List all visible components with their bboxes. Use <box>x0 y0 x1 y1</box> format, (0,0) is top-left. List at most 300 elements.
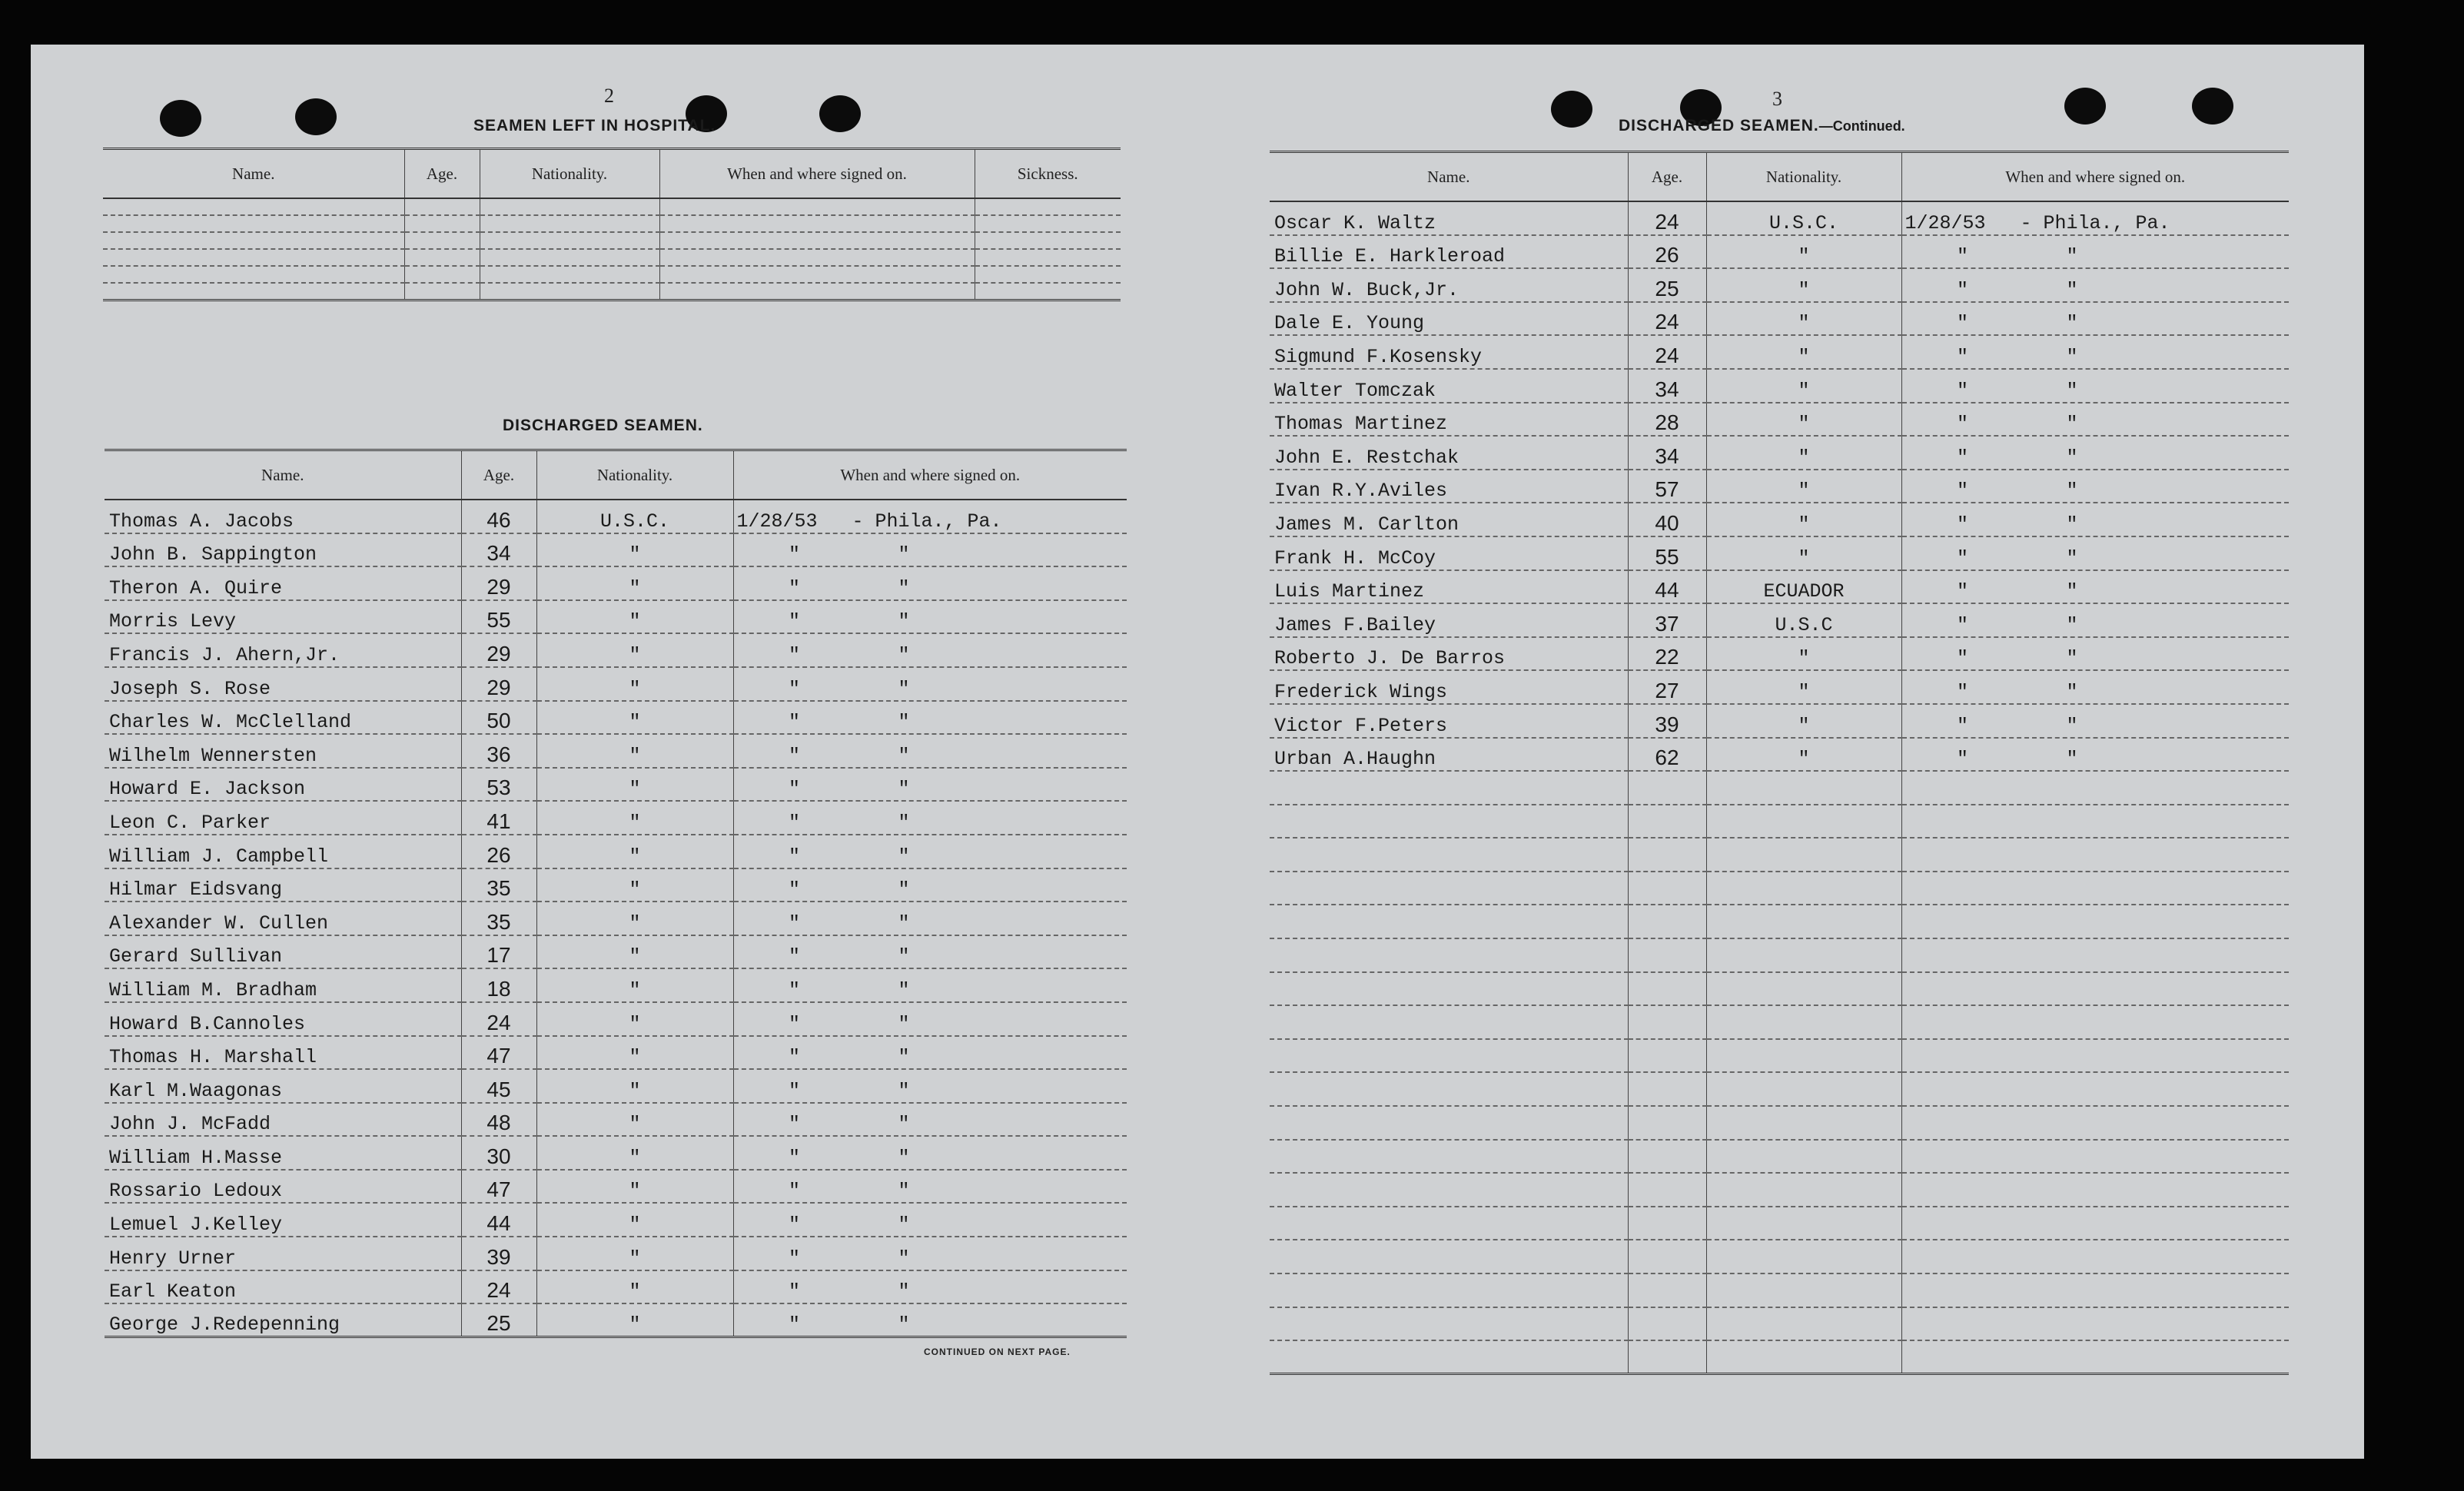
seaman-name: Howard B.Cannoles <box>105 1002 461 1036</box>
table-row <box>105 1170 1127 1204</box>
signed-on-cell <box>733 801 1127 835</box>
blank-row <box>103 198 1121 215</box>
signed-on-place: " <box>898 1113 910 1136</box>
seaman-nationality: U.S.C. <box>1706 201 1901 235</box>
table-row <box>105 768 1127 802</box>
signed-on-cell <box>1901 704 2289 738</box>
signed-on-cell <box>1901 570 2289 604</box>
blank-cell <box>1628 1140 1706 1174</box>
seaman-age: 47 <box>461 1170 536 1204</box>
column-header-signed-on: When and where signed on. <box>659 149 975 199</box>
discharged-section-title: DISCHARGED SEAMEN. <box>503 417 703 434</box>
signed-on-date: " <box>788 912 800 935</box>
signed-on-place: " <box>898 1313 910 1337</box>
continued-suffix: —Continued. <box>1818 118 1905 134</box>
blank-cell <box>659 215 975 232</box>
blank-cell <box>480 215 659 232</box>
signed-on-place: " <box>2066 312 2078 335</box>
seaman-nationality: " <box>536 868 733 902</box>
signed-on-date: " <box>788 1079 800 1102</box>
seaman-age: 36 <box>461 734 536 768</box>
seaman-age: 40 <box>1628 503 1706 536</box>
seaman-nationality: " <box>1706 235 1901 269</box>
seaman-age: 39 <box>461 1237 536 1270</box>
continued-note: CONTINUED ON NEXT PAGE. <box>924 1347 1071 1357</box>
seaman-nationality: " <box>1706 470 1901 503</box>
table-row <box>1270 603 2289 637</box>
table-row <box>1270 201 2289 235</box>
signed-on-place: " <box>898 1079 910 1102</box>
column-header-signed-on: When and where signed on. <box>733 450 1127 500</box>
table-row <box>1270 369 2289 403</box>
signed-on-date: " <box>1956 714 1968 737</box>
discharged-table <box>105 449 1127 1338</box>
blank-cell <box>103 266 404 283</box>
seaman-nationality: U.S.C. <box>536 500 733 533</box>
signed-on-date: " <box>788 1146 800 1169</box>
signed-on-place: " <box>898 1180 910 1203</box>
signed-on-date: " <box>1956 480 1968 503</box>
signed-on-place: " <box>2066 413 2078 436</box>
seaman-age: 57 <box>1628 470 1706 503</box>
signed-on-place: " <box>2066 513 2078 536</box>
blank-cell <box>1901 1140 2289 1174</box>
signed-on-place: " <box>898 1280 910 1303</box>
table-row <box>105 868 1127 902</box>
signed-on-place: " <box>898 978 910 1001</box>
blank-cell <box>1901 1039 2289 1073</box>
table-row <box>105 633 1127 667</box>
seaman-nationality: " <box>1706 403 1901 437</box>
signed-on-date: " <box>788 945 800 968</box>
blank-cell <box>659 249 975 266</box>
seaman-nationality: U.S.C <box>1706 603 1901 637</box>
signed-on-date: " <box>788 878 800 902</box>
blank-cell <box>1628 1106 1706 1140</box>
blank-cell <box>404 215 480 232</box>
table-row <box>105 734 1127 768</box>
blank-row <box>1270 1340 2289 1374</box>
blank-cell <box>1628 1207 1706 1240</box>
seaman-nationality: " <box>536 1303 733 1337</box>
signed-on-date: " <box>788 744 800 767</box>
signed-on-cell <box>733 1170 1127 1204</box>
seaman-name: Joseph S. Rose <box>105 667 461 701</box>
blank-row <box>103 266 1121 283</box>
blank-row <box>1270 1072 2289 1106</box>
blank-cell <box>1270 1307 1628 1341</box>
blank-cell <box>1901 1240 2289 1273</box>
signed-on-place: " <box>2066 714 2078 737</box>
signed-on-date: 1/28/53 <box>1904 211 1986 234</box>
table-row <box>105 500 1127 533</box>
seaman-nationality: " <box>1706 369 1901 403</box>
seaman-age: 24 <box>461 1002 536 1036</box>
table-row <box>1270 536 2289 570</box>
column-header-age: Age. <box>1628 152 1706 202</box>
seaman-nationality: " <box>536 902 733 935</box>
seaman-name: Luis Martinez <box>1270 570 1628 604</box>
blank-cell <box>1901 1173 2289 1207</box>
table-row <box>105 1203 1127 1237</box>
signed-on-place: " <box>898 643 910 666</box>
blank-row <box>103 232 1121 249</box>
signed-on-place: " <box>898 845 910 868</box>
blank-cell <box>1706 1340 1901 1374</box>
signed-on-cell <box>733 968 1127 1002</box>
table-row <box>1270 670 2289 704</box>
blank-cell <box>659 198 975 215</box>
blank-cell <box>1706 1207 1901 1240</box>
seaman-age: 24 <box>461 1270 536 1304</box>
seaman-nationality: " <box>536 1237 733 1270</box>
signed-on-date: " <box>788 711 800 734</box>
blank-row <box>1270 1273 2289 1307</box>
blank-cell <box>1901 838 2289 872</box>
seaman-age: 37 <box>1628 603 1706 637</box>
table-row <box>1270 570 2289 604</box>
table-row <box>1270 268 2289 302</box>
signed-on-date: " <box>788 610 800 633</box>
seaman-age: 47 <box>461 1036 536 1070</box>
column-header-name: Name. <box>1270 152 1628 202</box>
seaman-nationality: " <box>536 667 733 701</box>
blank-cell <box>1628 1039 1706 1073</box>
table-row <box>105 1069 1127 1103</box>
blank-cell <box>1706 972 1901 1006</box>
blank-cell <box>1628 1340 1706 1374</box>
seaman-name: James M. Carlton <box>1270 503 1628 536</box>
signed-on-place: " <box>2066 480 2078 503</box>
blank-cell <box>659 266 975 283</box>
table-row <box>105 566 1127 600</box>
blank-row <box>103 249 1121 266</box>
table-row <box>1270 503 2289 536</box>
blank-row <box>1270 938 2289 972</box>
seaman-name: Karl M.Waagonas <box>105 1069 461 1103</box>
blank-cell <box>1706 938 1901 972</box>
seaman-age: 55 <box>461 600 536 634</box>
signed-on-place: " <box>898 912 910 935</box>
signed-on-date: 1/28/53 <box>736 510 818 533</box>
page-number: 3 <box>1772 88 1782 110</box>
blank-cell <box>1901 1072 2289 1106</box>
signed-on-cell <box>1901 335 2289 369</box>
signed-on-place: " <box>898 811 910 834</box>
signed-on-place: " <box>2066 379 2078 402</box>
blank-row <box>1270 771 2289 805</box>
blank-cell <box>480 198 659 215</box>
seaman-age: 28 <box>1628 403 1706 437</box>
seaman-nationality: " <box>536 600 733 634</box>
table-row <box>105 1136 1127 1170</box>
signed-on-place: " <box>898 576 910 599</box>
seaman-nationality: " <box>536 701 733 735</box>
signed-on-date: " <box>788 677 800 700</box>
seaman-nationality: " <box>536 1136 733 1170</box>
signed-on-place: " <box>2066 647 2078 670</box>
seaman-age: 25 <box>461 1303 536 1337</box>
signed-on-place: " <box>2066 245 2078 268</box>
blank-cell <box>1270 1173 1628 1207</box>
signed-on-place: - Phila., Pa. <box>2020 211 2170 234</box>
blank-cell <box>1270 838 1628 872</box>
table-row <box>1270 302 2289 336</box>
signed-on-cell <box>733 768 1127 802</box>
seaman-name: Sigmund F.Kosensky <box>1270 335 1628 369</box>
column-header-nationality: Nationality. <box>536 450 733 500</box>
blank-cell <box>1270 1207 1628 1240</box>
table-row <box>105 1103 1127 1137</box>
discharged-continued-table <box>1270 151 2289 1375</box>
blank-cell <box>1628 872 1706 905</box>
seaman-name: John B. Sappington <box>105 533 461 567</box>
seaman-name: William H.Masse <box>105 1136 461 1170</box>
signed-on-place: " <box>2066 748 2078 771</box>
signed-on-date: " <box>1956 245 1968 268</box>
signed-on-cell <box>733 1237 1127 1270</box>
blank-cell <box>1901 1340 2289 1374</box>
blank-row <box>103 215 1121 232</box>
signed-on-date: " <box>1956 278 1968 301</box>
blank-cell <box>404 198 480 215</box>
blank-cell <box>404 266 480 283</box>
seaman-nationality: " <box>536 734 733 768</box>
signed-on-cell <box>733 667 1127 701</box>
signed-on-date: " <box>788 1046 800 1069</box>
signed-on-date: " <box>788 811 800 834</box>
column-header-signed-on: When and where signed on. <box>1901 152 2289 202</box>
signed-on-cell <box>1901 268 2289 302</box>
blank-cell <box>1628 771 1706 805</box>
blank-cell <box>1628 905 1706 938</box>
blank-cell <box>975 249 1121 266</box>
blank-cell <box>1270 1273 1628 1307</box>
signed-on-cell <box>733 1270 1127 1304</box>
signed-on-place: " <box>898 945 910 968</box>
seaman-age: 48 <box>461 1103 536 1137</box>
column-header-age: Age. <box>404 149 480 199</box>
blank-cell <box>103 215 404 232</box>
signed-on-place: " <box>898 677 910 700</box>
blank-cell <box>1270 805 1628 838</box>
signed-on-date: " <box>788 543 800 566</box>
blank-cell <box>480 283 659 300</box>
signed-on-cell <box>1901 235 2289 269</box>
seaman-name: Thomas A. Jacobs <box>105 500 461 533</box>
blank-cell <box>480 249 659 266</box>
seaman-age: 29 <box>461 566 536 600</box>
seaman-age: 41 <box>461 801 536 835</box>
blank-cell <box>1706 1307 1901 1341</box>
table-row <box>105 1303 1127 1337</box>
blank-cell <box>404 249 480 266</box>
signed-on-date: " <box>1956 379 1968 402</box>
signed-on-place: " <box>898 1146 910 1169</box>
blank-cell <box>1628 1273 1706 1307</box>
signed-on-date: " <box>1956 748 1968 771</box>
seaman-nationality: " <box>536 768 733 802</box>
blank-cell <box>1270 1340 1628 1374</box>
discharged-title-text: DISCHARGED SEAMEN. <box>1619 117 1819 134</box>
signed-on-cell <box>733 868 1127 902</box>
blank-cell <box>659 283 975 300</box>
signed-on-cell <box>733 600 1127 634</box>
seaman-age: 53 <box>461 768 536 802</box>
signed-on-date: " <box>788 576 800 599</box>
blank-cell <box>1270 1106 1628 1140</box>
table-row <box>105 902 1127 935</box>
discharged-continued-rows <box>1270 201 2289 1374</box>
table-row <box>105 533 1127 567</box>
signed-on-place: " <box>898 778 910 801</box>
signed-on-cell <box>733 701 1127 735</box>
blank-cell <box>1706 905 1901 938</box>
signed-on-date: " <box>788 1280 800 1303</box>
hospital-rows <box>103 198 1121 300</box>
seaman-name: Walter Tomczak <box>1270 369 1628 403</box>
seaman-name: Rossario Ledoux <box>105 1170 461 1204</box>
signed-on-cell <box>1901 369 2289 403</box>
seaman-name: Leon C. Parker <box>105 801 461 835</box>
signed-on-date: " <box>788 845 800 868</box>
seaman-name: Thomas Martinez <box>1270 403 1628 437</box>
signed-on-date: " <box>1956 680 1968 703</box>
seaman-age: 62 <box>1628 738 1706 772</box>
table-row <box>105 600 1127 634</box>
blank-row <box>1270 838 2289 872</box>
seaman-nationality: " <box>1706 302 1901 336</box>
signed-on-cell <box>733 1136 1127 1170</box>
signed-on-place: - Phila., Pa. <box>852 510 1002 533</box>
seaman-name: Wilhelm Wennersten <box>105 734 461 768</box>
signed-on-cell <box>733 1303 1127 1337</box>
signed-on-cell <box>1901 603 2289 637</box>
discharged-rows <box>105 500 1127 1337</box>
blank-cell <box>1270 1240 1628 1273</box>
table-row <box>105 701 1127 735</box>
seaman-age: 24 <box>1628 302 1706 336</box>
table-row <box>105 1002 1127 1036</box>
blank-cell <box>480 266 659 283</box>
signed-on-cell <box>1901 738 2289 772</box>
seaman-nationality: " <box>536 935 733 969</box>
signed-on-place: " <box>898 1214 910 1237</box>
blank-cell <box>1901 1273 2289 1307</box>
blank-row <box>1270 1240 2289 1273</box>
seaman-name: William M. Bradham <box>105 968 461 1002</box>
signed-on-place: " <box>2066 345 2078 368</box>
signed-on-date: " <box>1956 312 1968 335</box>
signed-on-place: " <box>2066 278 2078 301</box>
seaman-nationality: " <box>1706 670 1901 704</box>
seaman-name: William J. Campbell <box>105 835 461 868</box>
seaman-name: Billie E. Harkleroad <box>1270 235 1628 269</box>
seaman-nationality: " <box>536 1203 733 1237</box>
signed-on-place: " <box>898 711 910 734</box>
seaman-nationality: " <box>536 968 733 1002</box>
seaman-name: Thomas H. Marshall <box>105 1036 461 1070</box>
table-row <box>105 801 1127 835</box>
signed-on-date: " <box>1956 345 1968 368</box>
blank-cell <box>1628 805 1706 838</box>
signed-on-cell <box>1901 302 2289 336</box>
punch-hole <box>819 95 861 132</box>
signed-on-cell <box>733 734 1127 768</box>
seaman-age: 24 <box>1628 335 1706 369</box>
signed-on-cell <box>733 500 1127 533</box>
signed-on-place: " <box>2066 613 2078 636</box>
table-row <box>105 1036 1127 1070</box>
blank-row <box>1270 1140 2289 1174</box>
signed-on-cell <box>733 902 1127 935</box>
signed-on-date: " <box>1956 613 1968 636</box>
blank-cell <box>1901 1207 2289 1240</box>
seaman-nationality: " <box>536 801 733 835</box>
blank-row <box>1270 872 2289 905</box>
blank-row <box>1270 1106 2289 1140</box>
table-row <box>1270 704 2289 738</box>
blank-row <box>1270 1173 2289 1207</box>
signed-on-date: " <box>1956 446 1968 469</box>
blank-cell <box>1706 838 1901 872</box>
seaman-nationality: " <box>536 1270 733 1304</box>
blank-cell <box>1628 972 1706 1006</box>
signed-on-cell <box>1901 403 2289 437</box>
seaman-nationality: " <box>1706 268 1901 302</box>
seaman-age: 50 <box>461 701 536 735</box>
signed-on-cell <box>1901 637 2289 671</box>
blank-cell <box>975 215 1121 232</box>
punch-hole <box>2064 88 2106 125</box>
blank-cell <box>975 232 1121 249</box>
seaman-name: Alexander W. Cullen <box>105 902 461 935</box>
seaman-age: 55 <box>1628 536 1706 570</box>
blank-cell <box>1706 872 1901 905</box>
signed-on-cell <box>733 566 1127 600</box>
blank-cell <box>1901 771 2289 805</box>
blank-cell <box>1706 1039 1901 1073</box>
blank-cell <box>1706 1106 1901 1140</box>
signed-on-date: " <box>1956 513 1968 536</box>
seaman-nationality: " <box>536 566 733 600</box>
seaman-name: Roberto J. De Barros <box>1270 637 1628 671</box>
blank-cell <box>1270 771 1628 805</box>
blank-cell <box>1270 1072 1628 1106</box>
seaman-age: 34 <box>1628 369 1706 403</box>
seaman-nationality: ECUADOR <box>1706 570 1901 604</box>
signed-on-cell <box>733 935 1127 969</box>
seaman-name: Ivan R.Y.Aviles <box>1270 470 1628 503</box>
blank-cell <box>1901 872 2289 905</box>
table-row <box>1270 335 2289 369</box>
signed-on-place: " <box>898 610 910 633</box>
column-header-nationality: Nationality. <box>480 149 659 199</box>
blank-row <box>1270 1207 2289 1240</box>
blank-cell <box>1628 838 1706 872</box>
seaman-name: Dale E. Young <box>1270 302 1628 336</box>
seaman-name: Theron A. Quire <box>105 566 461 600</box>
signed-on-place: " <box>898 1012 910 1035</box>
blank-cell <box>1901 1307 2289 1341</box>
table-row <box>105 968 1127 1002</box>
seaman-age: 29 <box>461 633 536 667</box>
signed-on-cell <box>733 1203 1127 1237</box>
seaman-age: 34 <box>1628 436 1706 470</box>
seaman-nationality: " <box>536 835 733 868</box>
blank-cell <box>103 249 404 266</box>
seaman-age: 39 <box>1628 704 1706 738</box>
